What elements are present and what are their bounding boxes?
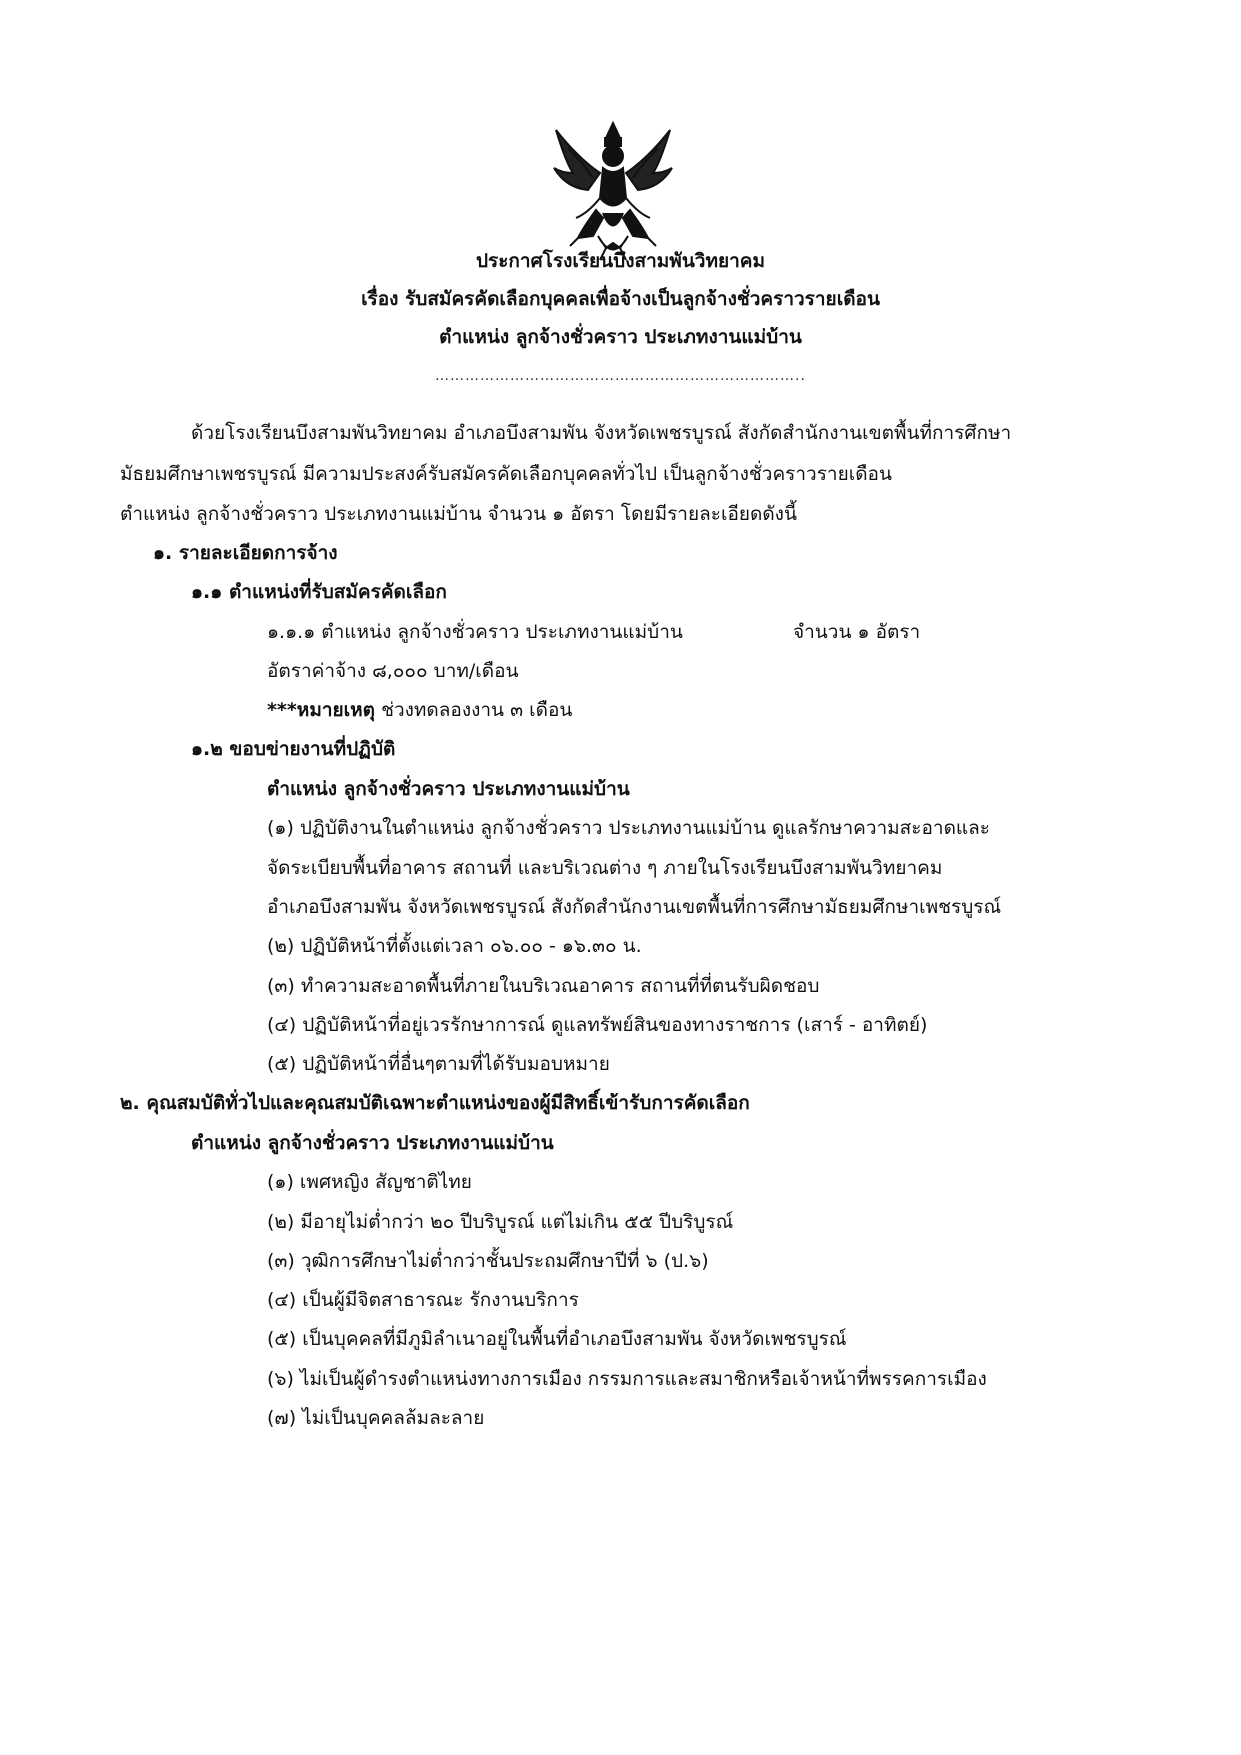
section-1-2-heading: ๑.๒ ขอบข่ายงานที่ปฏิบัติ (191, 738, 396, 760)
section-1-heading: ๑. รายละเอียดการจ้าง (153, 542, 338, 564)
qualification-item: (๓) วุฒิการศึกษาไม่ต่ำกว่าชั้นประถมศึกษาปีที่ ๖ (ป.๖) (267, 1250, 709, 1272)
intro-line: ตำแหน่ง ลูกจ้างชั่วคราว ประเภทงานแม่บ้าน จำนวน ๑ อัตรา โดยมีรายละเอียดดังนี้ (120, 503, 797, 525)
qualification-item: (๑) เพศหญิง สัญชาติไทย (267, 1171, 472, 1193)
note-label: ***หมายเหตุ (267, 699, 376, 721)
announcement-position: ตำแหน่ง ลูกจ้างชั่วคราว ประเภทงานแม่บ้าน (439, 326, 802, 348)
duty-position: ตำแหน่ง ลูกจ้างชั่วคราว ประเภทงานแม่บ้าน (267, 778, 630, 800)
duty-item: อำเภอบึงสามพัน จังหวัดเพชรบูรณ์ สังกัดสำนักงานเขตพื้นที่การศึกษามัธยมศึกษาเพชรบูรณ์ (267, 896, 1002, 918)
announcement-title: ประกาศโรงเรียนบึงสามพันวิทยาคม (475, 250, 766, 272)
position-count: จำนวน ๑ อัตรา (793, 621, 921, 643)
qualification-item: (๖) ไม่เป็นผู้ดำรงตำแหน่งทางการเมือง กรรมการและสมาชิกหรือเจ้าหน้าที่พรรคการเมือง (267, 1368, 987, 1390)
wage-rate: อัตราค่าจ้าง ๘,๐๐๐ บาท/เดือน (267, 660, 519, 682)
note-text: ช่วงทดลองงาน ๓ เดือน (375, 699, 573, 721)
separator: ……………………………………………………………….. (435, 368, 806, 384)
duty-item: (๕) ปฏิบัติหน้าที่อื่นๆตามที่ได้รับมอบหมาย (267, 1053, 610, 1075)
position-item: ๑.๑.๑ ตำแหน่ง ลูกจ้างชั่วคราว ประเภทงานแม่บ้าน (267, 621, 683, 643)
duty-item: (๑) ปฏิบัติงานในตำแหน่ง ลูกจ้างชั่วคราว ประเภทงานแม่บ้าน ดูแลรักษาความสะอาดและ (267, 817, 991, 839)
qualification-item: (๕) เป็นบุคคลที่มีภูมิลำเนาอยู่ในพื้นที่อำเภอบึงสามพัน จังหวัดเพชรบูรณ์ (267, 1328, 847, 1350)
duty-item: (๓) ทำความสะอาดพื้นที่ภายในบริเวณอาคาร สถานที่ที่ตนรับผิดชอบ (267, 975, 820, 997)
qualification-item: (๔) เป็นผู้มีจิตสาธารณะ รักงานบริการ (267, 1289, 579, 1311)
duty-item: จัดระเบียบพื้นที่อาคาร สถานที่ และบริเวณต่าง ๆ ภายในโรงเรียนบึงสามพันวิทยาคม (267, 857, 943, 879)
qual-position: ตำแหน่ง ลูกจ้างชั่วคราว ประเภทงานแม่บ้าน (191, 1132, 554, 1154)
duty-item: (๒) ปฏิบัติหน้าที่ตั้งแต่เวลา ๐๖.๐๐ - ๑๖.๓๐ น. (267, 935, 642, 957)
section-2-heading: ๒. คุณสมบัติทั่วไปและคุณสมบัติเฉพาะตำแหน่งของผู้มีสิทธิ์เข้ารับการคัดเลือก (120, 1092, 750, 1114)
announcement-subject: เรื่อง รับสมัครคัดเลือกบุคคลเพื่อจ้างเป็นลูกจ้างชั่วคราวรายเดือน (361, 288, 880, 310)
intro-line: มัธยมศึกษาเพชรบูรณ์ มีความประสงค์รับสมัครคัดเลือกบุคคลทั่วไป เป็นลูกจ้างชั่วคราวรายเดือน (120, 463, 892, 485)
probation-note (267, 697, 572, 723)
duty-item: (๔) ปฏิบัติหน้าที่อยู่เวรรักษาการณ์ ดูแลทรัพย์สินของทางราชการ (เสาร์ - อาทิตย์) (267, 1014, 928, 1036)
section-1-1-heading: ๑.๑ ตำแหน่งที่รับสมัครคัดเลือก (191, 581, 447, 603)
qualification-item: (๗) ไม่เป็นบุคคลล้มละลาย (267, 1407, 485, 1429)
qualification-item: (๒) มีอายุไม่ต่ำกว่า ๒๐ ปีบริบูรณ์ แต่ไม่เกิน ๕๕ ปีบริบูรณ์ (267, 1211, 734, 1233)
intro-line: ด้วยโรงเรียนบึงสามพันวิทยาคม อำเภอบึงสามพัน จังหวัดเพชรบูรณ์ สังกัดสำนักงานเขตพื้นที่การศึกษา (191, 422, 1012, 444)
